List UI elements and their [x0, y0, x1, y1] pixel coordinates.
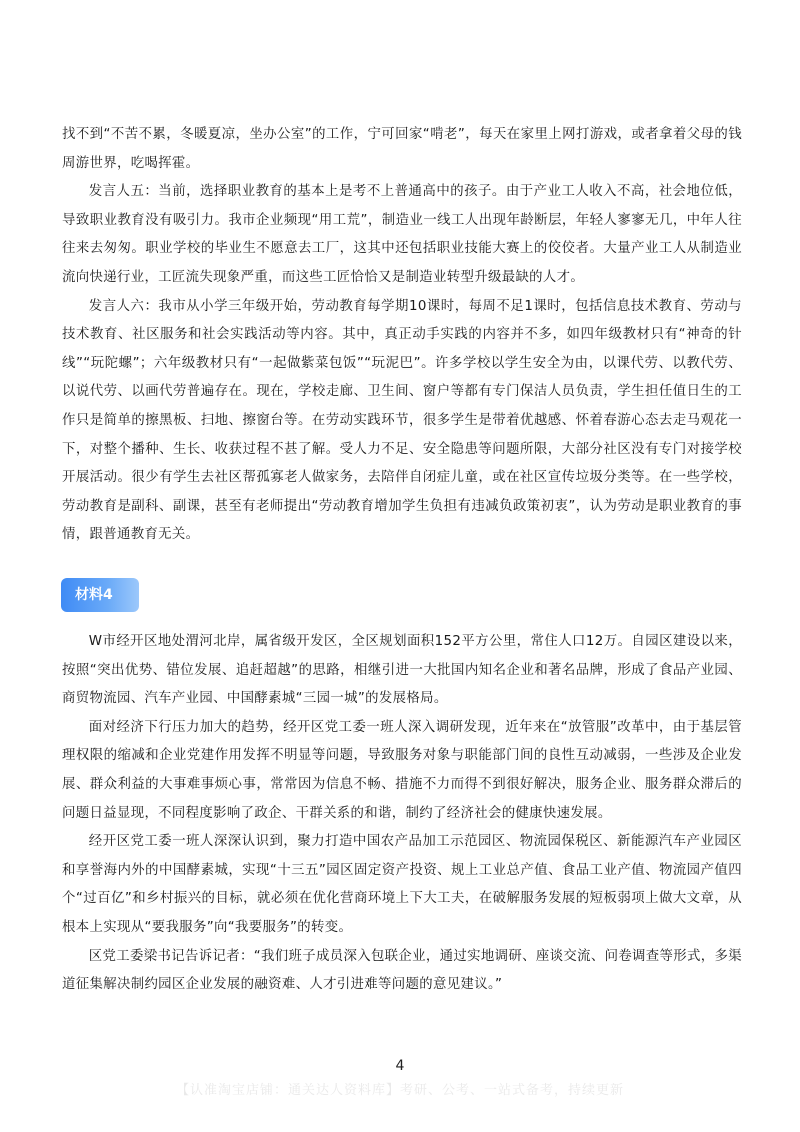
page-number: 4: [395, 1058, 405, 1074]
paragraph-goals: 经开区党工委一班人深深认识到，聚力打造中国农产品加工示范园区、物流园保税区、新能源汽车产业园区和享誉海内外的中国酵素城，实现“十三五”园区固定资产投资、规上工业总产值、食品工业产值、物流园产值四个“过百亿”和乡村振兴的目标，就必须在优化营商环境上下大工夫，在破解服务发展的短板弱项上做大文章，从根本上实现从“要我服务”向“我要服务”的转变。: [62, 834, 742, 935]
paragraph-pressure: 面对经济下行压力加大的趋势，经开区党工委一班人深入调研发现，近年来在“放管服”改革中，由于基层管理权限的缩减和企业党建作用发挥不明显等问题，导致服务对象与职能部门间的良性互动减弱，一些涉及企业发展、群众利益的大事难事烦心事，常常因为信息不畅、措施不力而得不到很好解决，服务企业、服务群众滞后的问题日益显现，不同程度影响了政企、干群关系的和谐，制约了经济社会的健康快速发展。: [62, 719, 742, 821]
watermark: 【认准淘宝店铺：通关达人资料库】考研、公考、一站式备考，持续更新: [175, 1083, 624, 1098]
body-text-top: [62, 121, 742, 550]
paragraph-continuation: 找不到“不苦不累，冬暖夏凉，坐办公室”的工作，宁可回家“啃老”，每天在家里上网打游戏，或者拿着父母的钱周游世界，吃喝挥霍。: [62, 127, 742, 171]
paragraph-speaker-five: 发言人五：当前，选择职业教育的基本上是考不上普通高中的孩子。由于产业工人收入不高，社会地位低，导致职业教育没有吸引力。我市企业频现“用工荒”，制造业一线工人出现年龄断层，年轻人寥寥无几，中年人往往来去匆匆。职业学校的毕业生不愿意去工厂，这其中还包括职业技能大赛上的佼佼者。大量产业工人从制造业流向快递行业，工匠流失现象严重，而这些工匠恰恰又是制造业转型升级最缺的人才。: [62, 184, 742, 285]
paragraph-district-overview: W市经开区地处渭河北岸，属省级开发区，全区规划面积152平方公里，常住人口12万。自园区建设以来，按照“突出优势、错位发展、追赶超越”的思路，相继引进一大批国内知名企业和著名品牌，形成了食品产业园、商贸物流园、汽车产业园、中国酵素城“三园一城”的发展格局。: [62, 634, 742, 707]
paragraph-speaker-six: 发言人六：我市从小学三年级开始，劳动教育每学期10课时，每周不足1课时，包括信息技术教育、劳动与技术教育、社区服务和社会实践活动等内容。其中，真正动手实践的内容并不多，如四年级教材只有“神奇的针线”“玩陀螺”；六年级教材只有“一起做紫菜包饭”“玩泥巴”。许多学校以学生安全为由，以课代劳、以教代劳、以说代劳、以画代劳普遍存在。现在，学校走廊、卫生间、窗户等都有专门保洁人员负责，学生担任值日生的工作只是简单的擦黑板、扫地、擦窗台等。在劳动实践环节，很多学生是带着优越感、怀着春游心态去走马观花一下，对整个播种、生长、收获过程不甚了解。受人力不足、安全隐患等问题所限，大部分社区没有专门对接学校开展活动。很少有学生去社区帮孤寡老人做家务，去陪伴自闭症儿童，或在社区宣传垃圾分类等。在一些学校，劳动教育是副科、副课，甚至有老师提出“劳动教育增加学生负担有违减负政策初衷”，认为劳动是职业教育的事情，跟普通教育无关。: [62, 298, 742, 543]
body-text-material-4: [62, 628, 742, 1000]
paragraph-secretary-quote: 区党工委梁书记告诉记者：“我们班子成员深入包联企业，通过实地调研、座谈交流、问卷调查等形式，多渠道征集解决制约园区企业发展的融资难、人才引进难等问题的意见建议。”: [62, 948, 742, 993]
material-4-tag: 材料4: [61, 578, 139, 612]
